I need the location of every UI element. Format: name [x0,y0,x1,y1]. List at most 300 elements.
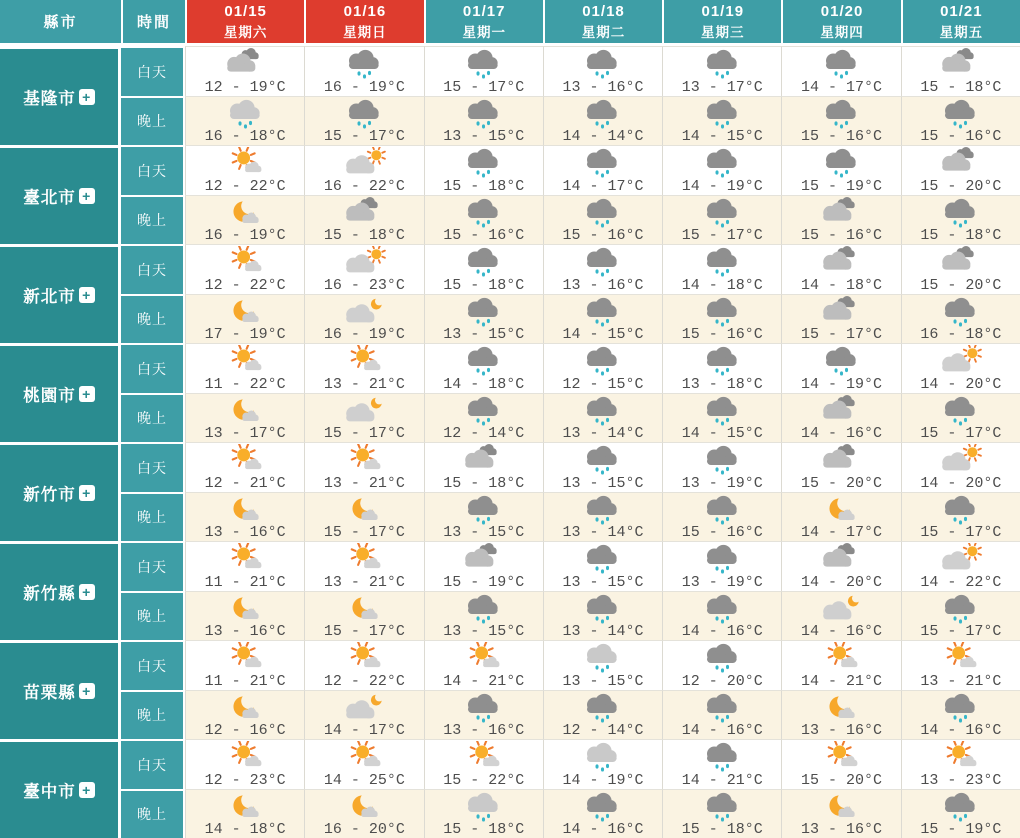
city-name: 臺中市 [23,783,76,801]
forecast-cell [424,541,543,591]
forecast-cell [424,640,543,690]
forecast-cell [543,442,662,492]
forecast-cell [185,96,304,146]
forecast-cell [185,690,304,740]
temp-range: 12 - 14°C [562,722,644,740]
forecast-cell [901,46,1020,96]
temp-range: 12 - 22°C [323,672,405,690]
rain-icon [700,544,745,574]
forecast-cell [662,640,781,690]
forecast-cell [781,640,900,690]
rain-icon [580,544,625,574]
rain-icon [938,197,983,227]
city-name: 基隆市 [23,90,76,108]
forecast-cell [781,739,900,789]
forecast-cell [662,789,781,838]
forecast-cell [304,145,423,195]
temp-range: 13 - 15°C [443,623,525,641]
rain-icon [580,593,625,623]
moon-cloud-icon [819,692,864,722]
cloudy-icon [819,197,864,227]
moon-cloud-icon [223,791,268,821]
temp-range: 13 - 16°C [562,78,644,96]
date-header-01/21 [901,0,1020,46]
forecast-cell [901,294,1020,344]
temp-range: 11 - 21°C [204,672,286,690]
forecast-cell [424,195,543,245]
rain-icon [461,395,506,425]
temp-range: 11 - 22°C [204,375,286,393]
rain-icon [700,692,745,722]
temp-range: 15 - 17°C [443,78,525,96]
temp-range: 17 - 19°C [204,326,286,344]
temp-range: 14 - 17°C [801,78,883,96]
temp-range: 15 - 18°C [920,78,1002,96]
forecast-cell [662,343,781,393]
forecast-cell [424,145,543,195]
forecast-cell [185,591,304,641]
forecast-cell [901,343,1020,393]
temp-range: 16 - 19°C [323,326,405,344]
forecast-cell [185,195,304,245]
moon-cloud-icon [223,395,268,425]
temp-range: 12 - 15°C [562,375,644,393]
date-label: 01/16 [343,2,387,20]
time-column-header [121,0,185,46]
moon-cloud-icon [223,296,268,326]
temp-range: 15 - 16°C [443,227,525,245]
cloudy-icon [461,544,506,574]
temp-range: 13 - 16°C [204,524,286,542]
temp-range: 13 - 16°C [443,722,525,740]
forecast-cell [424,46,543,96]
temp-range: 15 - 18°C [443,821,525,838]
date-header-01/15 [185,0,304,46]
forecast-cell [543,96,662,146]
county-header-label: 縣市 [43,14,78,31]
forecast-cell [424,294,543,344]
forecast-cell [662,195,781,245]
time-cell-day: 白天 [121,640,185,690]
weekday-label: 星期二 [581,24,626,40]
rain-icon [580,148,625,178]
temp-range: 15 - 19°C [443,573,525,591]
date-header-01/20 [781,0,900,46]
sun-cloud-icon [223,544,268,574]
forecast-cell [662,393,781,443]
forecast-cell [901,492,1020,542]
rain-icon [461,346,506,376]
temp-range: 15 - 18°C [443,177,525,195]
cloud-moon-icon [342,296,387,326]
temp-range: 14 - 20°C [920,375,1002,393]
rain-icon [580,197,625,227]
temp-range: 13 - 15°C [443,128,525,146]
rain-icon [461,98,506,128]
temp-range: 15 - 18°C [443,276,525,294]
time-cell-day: 白天 [121,145,185,195]
rain-icon [819,49,864,79]
forecast-cell [304,96,423,146]
rain-icon [700,643,745,673]
sun-cloud-icon [461,643,506,673]
moon-cloud-icon [342,791,387,821]
forecast-cell [662,294,781,344]
temp-range: 13 - 15°C [562,573,644,591]
time-cell-day: 白天 [121,343,185,393]
forecast-cell [901,739,1020,789]
rain-icon [580,494,625,524]
plus-icon[interactable]: + [79,188,95,204]
temp-range: 14 - 16°C [562,821,644,838]
forecast-cell [781,442,900,492]
forecast-cell [901,96,1020,146]
forecast-cell [781,244,900,294]
rain-icon [938,692,983,722]
rain-icon [700,742,745,772]
rain-icon [938,296,983,326]
forecast-cell [185,442,304,492]
forecast-cell [543,393,662,443]
moon-cloud-icon [819,494,864,524]
moon-cloud-icon [819,791,864,821]
forecast-cell [781,96,900,146]
temp-range: 14 - 18°C [681,276,763,294]
forecast-cell [901,541,1020,591]
moon-cloud-icon [223,197,268,227]
city-cell-2[interactable] [0,244,121,343]
forecast-cell [543,739,662,789]
temp-range: 16 - 18°C [204,128,286,146]
temp-range: 12 - 21°C [204,474,286,492]
cloud-moon-icon [819,593,864,623]
temp-range: 14 - 21°C [801,672,883,690]
rain-icon [700,445,745,475]
weekday-label: 星期三 [701,24,745,40]
forecast-cell [543,294,662,344]
temp-range: 14 - 16°C [681,722,763,740]
forecast-cell [543,343,662,393]
rain-icon [700,395,745,425]
temp-range: 14 - 15°C [562,326,644,344]
forecast-cell [662,145,781,195]
forecast-cell [304,46,423,96]
forecast-cell [185,244,304,294]
temp-range: 14 - 19°C [801,375,883,393]
moon-cloud-icon [223,494,268,524]
sun-cloud-icon [223,445,268,475]
rain-icon [700,247,745,277]
temp-range: 14 - 25°C [323,771,405,789]
temp-range: 14 - 19°C [681,177,763,195]
city-cell-3[interactable] [0,343,121,442]
temp-range: 14 - 18°C [204,821,286,838]
plus-icon[interactable]: + [79,485,95,501]
forecast-cell [304,343,423,393]
forecast-cell [781,343,900,393]
temp-range: 15 - 17°C [920,524,1002,542]
temp-range: 15 - 17°C [323,425,405,443]
forecast-cell [304,195,423,245]
sun-cloud-icon [223,346,268,376]
city-cell-0[interactable] [0,46,121,145]
time-cell-day: 白天 [121,46,185,96]
city-name: 新竹市 [23,486,76,504]
cloudy-icon [342,197,387,227]
rain-icon [938,98,983,128]
temp-range: 15 - 16°C [801,227,883,245]
temp-range: 15 - 22°C [443,771,525,789]
forecast-cell [424,96,543,146]
temp-range: 14 - 18°C [443,375,525,393]
plus-icon[interactable]: + [79,683,95,699]
sun-cloud-icon [819,742,864,772]
rain-icon [461,197,506,227]
forecast-cell [185,541,304,591]
forecast-cell [781,591,900,641]
temp-range: 13 - 15°C [443,326,525,344]
forecast-cell [185,640,304,690]
rain-icon [461,593,506,623]
forecast-cell [304,442,423,492]
temp-range: 16 - 20°C [323,821,405,838]
forecast-cell [901,393,1020,443]
temp-range: 11 - 21°C [204,573,286,591]
rain-icon [700,296,745,326]
rain-icon [700,494,745,524]
forecast-cell [901,145,1020,195]
date-label: 01/20 [820,2,864,20]
temp-range: 12 - 16°C [204,722,286,740]
temp-range: 14 - 19°C [562,771,644,789]
forecast-cell [185,739,304,789]
rain-icon [342,98,387,128]
date-label: 01/18 [582,2,625,20]
rain-icon [461,247,506,277]
temp-range: 15 - 19°C [920,821,1002,838]
date-header-01/18 [543,0,662,46]
cloud-moon-icon [342,692,387,722]
plus-icon[interactable]: + [79,287,95,303]
rain-icon [700,98,745,128]
cloud-sun-icon [342,247,387,277]
time-cell-night: 晚上 [121,492,185,542]
forecast-cell [424,690,543,740]
cloud-sun-icon [342,148,387,178]
forecast-cell [901,640,1020,690]
temp-range: 15 - 17°C [323,623,405,641]
time-cell-night: 晚上 [121,393,185,443]
time-cell-day: 白天 [121,244,185,294]
temp-range: 14 - 15°C [681,425,763,443]
temp-range: 15 - 16°C [562,227,644,245]
temp-range: 15 - 20°C [920,276,1002,294]
temp-range: 15 - 16°C [801,128,883,146]
forecast-cell [781,294,900,344]
temp-range: 15 - 17°C [323,128,405,146]
temp-range: 15 - 20°C [801,474,883,492]
temp-range: 15 - 16°C [681,524,763,542]
rain-icon [938,593,983,623]
date-label: 01/21 [940,2,983,20]
forecast-cell [304,244,423,294]
rain-icon [580,98,625,128]
temp-range: 16 - 18°C [920,326,1002,344]
forecast-cell [781,690,900,740]
sun-cloud-icon [342,445,387,475]
forecast-cell [304,294,423,344]
sun-cloud-icon [342,742,387,772]
city-cell-4[interactable] [0,442,121,541]
temp-range: 13 - 16°C [204,623,286,641]
temp-range: 14 - 16°C [801,623,883,641]
sun-cloud-icon [938,742,983,772]
rain-icon [700,197,745,227]
temp-range: 14 - 21°C [681,771,763,789]
weekday-label: 星期六 [223,24,268,40]
temp-range: 14 - 17°C [562,177,644,195]
weekday-label: 星期日 [343,24,387,40]
rain-light-icon [580,643,625,673]
moon-cloud-icon [342,494,387,524]
forecast-cell [424,789,543,838]
rain-icon [580,692,625,722]
temp-range: 16 - 23°C [323,276,405,294]
rain-icon [819,148,864,178]
cloudy-icon [938,247,983,277]
temp-range: 14 - 20°C [801,573,883,591]
forecast-cell [185,492,304,542]
temp-range: 13 - 15°C [562,672,644,690]
temp-range: 13 - 21°C [323,573,405,591]
forecast-cell [304,492,423,542]
temp-range: 13 - 14°C [562,623,644,641]
forecast-cell [185,789,304,838]
forecast-cell [304,393,423,443]
forecast-cell [662,492,781,542]
date-label: 01/15 [224,2,267,20]
forecast-cell [424,442,543,492]
temp-range: 12 - 23°C [204,771,286,789]
forecast-cell [543,591,662,641]
cloudy-icon [223,49,268,79]
temp-range: 15 - 18°C [920,227,1002,245]
forecast-cell [304,789,423,838]
temp-range: 12 - 22°C [204,177,286,195]
cloud-sun-icon [938,544,983,574]
temp-range: 15 - 18°C [443,474,525,492]
cloudy-icon [461,445,506,475]
forecast-cell [662,96,781,146]
rain-icon [461,494,506,524]
forecast-cell [662,690,781,740]
forecast-cell [662,591,781,641]
temp-range: 13 - 15°C [443,524,525,542]
temp-range: 14 - 17°C [323,722,405,740]
temp-range: 13 - 14°C [562,524,644,542]
rain-icon [819,346,864,376]
moon-cloud-icon [223,593,268,623]
rain-light-icon [461,791,506,821]
temp-range: 14 - 16°C [920,722,1002,740]
forecast-cell [543,145,662,195]
forecast-cell [304,541,423,591]
temp-range: 16 - 19°C [204,227,286,245]
forecast-cell [424,244,543,294]
sun-cloud-icon [342,544,387,574]
temp-range: 15 - 17°C [323,524,405,542]
plus-icon[interactable]: + [79,89,95,105]
sun-cloud-icon [938,643,983,673]
forecast-cell [543,640,662,690]
city-cell-1[interactable] [0,145,121,244]
city-cell-7[interactable] [0,739,121,838]
time-cell-night: 晚上 [121,591,185,641]
forecast-cell [901,789,1020,838]
temp-range: 13 - 17°C [204,425,286,443]
forecast-cell [543,195,662,245]
temp-range: 13 - 14°C [562,425,644,443]
temp-range: 16 - 22°C [323,177,405,195]
time-cell-day: 白天 [121,442,185,492]
plus-icon[interactable]: + [79,584,95,600]
moon-cloud-icon [223,692,268,722]
rain-icon [461,148,506,178]
temp-range: 13 - 19°C [681,474,763,492]
city-name: 苗栗縣 [23,684,76,702]
plus-icon[interactable]: + [79,386,95,402]
temp-range: 14 - 16°C [681,623,763,641]
forecast-cell [781,195,900,245]
forecast-cell [901,244,1020,294]
forecast-cell [662,739,781,789]
rain-icon [580,791,625,821]
temp-range: 12 - 14°C [443,425,525,443]
sun-cloud-icon [223,148,268,178]
sun-cloud-icon [223,742,268,772]
temp-range: 12 - 22°C [204,276,286,294]
forecast-cell [304,591,423,641]
forecast-cell [185,343,304,393]
plus-icon[interactable]: + [79,782,95,798]
temp-range: 13 - 16°C [801,821,883,838]
city-cell-6[interactable] [0,640,121,739]
temp-range: 13 - 21°C [323,474,405,492]
sun-cloud-icon [342,643,387,673]
moon-cloud-icon [342,593,387,623]
city-cell-5[interactable] [0,541,121,640]
rain-light-icon [223,98,268,128]
temp-range: 13 - 21°C [323,375,405,393]
temp-range: 14 - 20°C [920,474,1002,492]
forecast-cell [662,541,781,591]
rain-icon [938,494,983,524]
forecast-cell [424,393,543,443]
time-cell-night: 晚上 [121,294,185,344]
forecast-cell [543,46,662,96]
cloudy-icon [938,148,983,178]
forecast-cell [185,145,304,195]
forecast-cell [662,244,781,294]
rain-icon [580,247,625,277]
rain-icon [461,692,506,722]
temp-range: 15 - 18°C [681,821,763,838]
sun-cloud-icon [342,346,387,376]
rain-icon [819,98,864,128]
cloudy-icon [819,445,864,475]
forecast-cell [543,492,662,542]
temp-range: 12 - 20°C [681,672,763,690]
